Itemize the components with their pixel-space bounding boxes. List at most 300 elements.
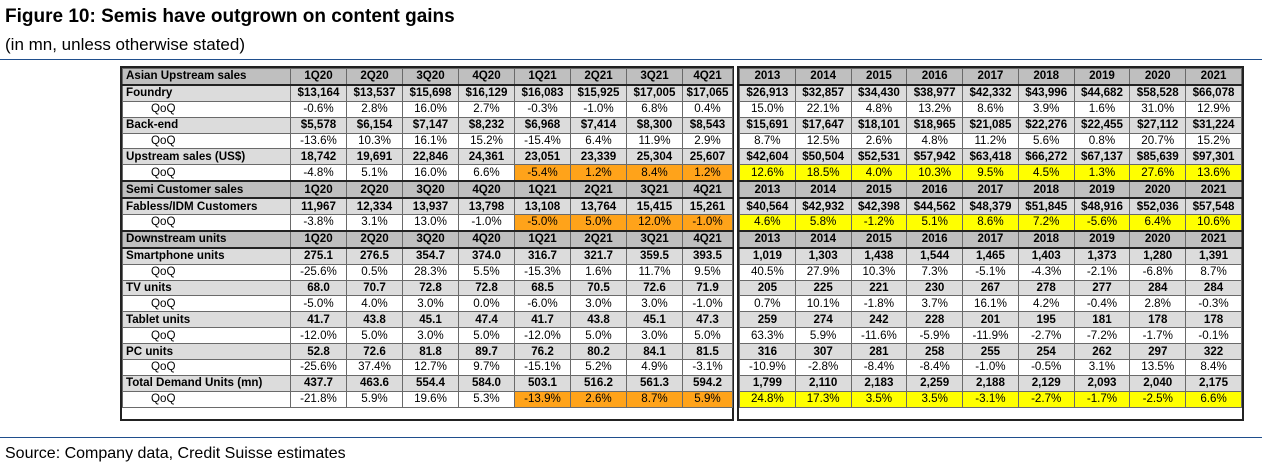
quarter-value: 15,415 [627, 198, 683, 214]
qoq-row [123, 360, 733, 376]
year-header: 2020 [1130, 69, 1186, 85]
year-header: 2016 [907, 69, 963, 85]
year-value: -2.5% [1130, 391, 1186, 407]
quarter-value: 584.0 [459, 375, 515, 391]
quarter-value: 15,261 [683, 198, 733, 214]
pc-units-row [123, 344, 733, 360]
figure-subtitle: (in mn, unless otherwise stated) [5, 35, 245, 54]
quarter-value: 45.1 [627, 312, 683, 328]
quarter-value: 374.0 [459, 248, 515, 264]
quarter-header: 2Q20 [347, 69, 403, 85]
year-value: 277 [1074, 280, 1130, 296]
year-value: $52,036 [1130, 198, 1186, 214]
year-header: 2013 [740, 231, 796, 248]
quarter-value: 8.7% [627, 391, 683, 407]
quarter-header: 3Q21 [627, 181, 683, 198]
year-value: $97,301 [1186, 149, 1242, 165]
quarter-value: 3.1% [347, 215, 403, 231]
year-value: 228 [907, 312, 963, 328]
quarter-header: 4Q21 [683, 181, 733, 198]
quarter-value: 72.6 [347, 344, 403, 360]
year-value: 178 [1186, 312, 1242, 328]
quarter-value: 0.5% [347, 264, 403, 280]
year-value: 274 [795, 312, 851, 328]
year-value: 10.3% [907, 165, 963, 181]
quarter-value: 47.3 [683, 312, 733, 328]
year-value: 5.6% [1018, 133, 1074, 149]
quarter-value: 19.6% [403, 391, 459, 407]
year-value: 24.8% [740, 391, 796, 407]
year-value: 278 [1018, 280, 1074, 296]
year-value: $31,224 [1186, 117, 1242, 133]
quarter-value: 72.8 [403, 280, 459, 296]
quarter-header: 4Q21 [683, 69, 733, 85]
quarter-value: 45.1 [403, 312, 459, 328]
row-label: QoQ [123, 133, 291, 149]
quarter-value: 2.9% [683, 133, 733, 149]
quarter-value: $16,129 [459, 85, 515, 101]
quarter-value: 3.0% [627, 296, 683, 312]
back-end-row [740, 117, 1242, 133]
year-value: 4.2% [1018, 296, 1074, 312]
quarter-value: 276.5 [347, 248, 403, 264]
year-value: 3.9% [1018, 101, 1074, 117]
quarter-value: $15,698 [403, 85, 459, 101]
qoq-row [123, 264, 733, 280]
year-value: 4.8% [851, 101, 907, 117]
year-value: 0.7% [740, 296, 796, 312]
quarter-value: 3.0% [403, 296, 459, 312]
year-value: $32,857 [795, 85, 851, 101]
quarter-header: 4Q20 [459, 181, 515, 198]
row-label: QoQ [123, 328, 291, 344]
year-header: 2013 [740, 181, 796, 198]
year-value: 1,391 [1186, 248, 1242, 264]
year-value: 267 [963, 280, 1019, 296]
year-value: 205 [740, 280, 796, 296]
year-value: -1.7% [1074, 391, 1130, 407]
smartphone-units-row [740, 248, 1242, 264]
quarter-value: -0.6% [291, 101, 347, 117]
quarter-value: 561.3 [627, 375, 683, 391]
quarter-value: 594.2 [683, 375, 733, 391]
quarter-value: 47.4 [459, 312, 515, 328]
tv-units-row [740, 280, 1242, 296]
section-header-row [740, 231, 1242, 248]
year-value: 11.2% [963, 133, 1019, 149]
quarter-header: 1Q21 [515, 181, 571, 198]
year-value: 3.1% [1074, 360, 1130, 376]
quarter-value: 1.2% [683, 165, 733, 181]
year-value: $27,112 [1130, 117, 1186, 133]
quarter-value: 81.5 [683, 344, 733, 360]
quarter-value: 0.0% [459, 296, 515, 312]
year-value: $50,504 [795, 149, 851, 165]
quarter-value: 437.7 [291, 375, 347, 391]
row-label: QoQ [123, 360, 291, 376]
year-value: -2.1% [1074, 264, 1130, 280]
quarter-value: 12,334 [347, 198, 403, 214]
quarter-value: -5.0% [291, 296, 347, 312]
quarter-value: 16.0% [403, 165, 459, 181]
quarter-value: 43.8 [571, 312, 627, 328]
quarter-value: 8.4% [627, 165, 683, 181]
year-value: 10.1% [795, 296, 851, 312]
year-header: 2015 [851, 69, 907, 85]
year-header: 2013 [740, 69, 796, 85]
year-header: 2019 [1074, 181, 1130, 198]
year-header: 2014 [795, 231, 851, 248]
year-value: $42,332 [963, 85, 1019, 101]
year-value: $66,078 [1186, 85, 1242, 101]
year-header: 2017 [963, 69, 1019, 85]
qoq-row [740, 391, 1242, 407]
quarter-value: -5.4% [515, 165, 571, 181]
year-value: $57,942 [907, 149, 963, 165]
year-value: -2.8% [795, 360, 851, 376]
year-value: 1,019 [740, 248, 796, 264]
quarter-header: 3Q21 [627, 69, 683, 85]
year-value: -0.5% [1018, 360, 1074, 376]
year-value: 2.8% [1130, 296, 1186, 312]
year-value: 16.1% [963, 296, 1019, 312]
year-value: 255 [963, 344, 1019, 360]
quarter-value: -15.1% [515, 360, 571, 376]
year-value: -4.3% [1018, 264, 1074, 280]
quarter-value: 22,846 [403, 149, 459, 165]
qoq-row [123, 101, 733, 117]
year-header: 2020 [1130, 181, 1186, 198]
quarter-value: -5.0% [515, 215, 571, 231]
quarter-value: 81.8 [403, 344, 459, 360]
year-value: 2,175 [1186, 375, 1242, 391]
year-value: 5.8% [795, 215, 851, 231]
bottom-rule [0, 437, 1262, 438]
back-end-row [123, 117, 733, 133]
quarter-value: 89.7 [459, 344, 515, 360]
quarter-header: 3Q21 [627, 231, 683, 248]
year-header: 2018 [1018, 181, 1074, 198]
year-value: 17.3% [795, 391, 851, 407]
quarter-value: 2.6% [571, 391, 627, 407]
quarter-value: 316.7 [515, 248, 571, 264]
row-label: TV units [123, 280, 291, 296]
quarter-value: 15.2% [459, 133, 515, 149]
row-label: Smartphone units [123, 248, 291, 264]
year-value: -0.1% [1186, 328, 1242, 344]
year-value: 4.5% [1018, 165, 1074, 181]
quarter-value: 23,339 [571, 149, 627, 165]
quarter-value: 13,108 [515, 198, 571, 214]
qoq-row [123, 328, 733, 344]
year-value: 1,544 [907, 248, 963, 264]
quarter-value: -13.9% [515, 391, 571, 407]
year-value: 2,040 [1130, 375, 1186, 391]
foundry-row [123, 85, 733, 101]
total-demand-units-mn-row [740, 375, 1242, 391]
year-header: 2021 [1186, 181, 1242, 198]
year-header: 2017 [963, 181, 1019, 198]
top-rule [0, 59, 1262, 60]
quarter-value: $15,925 [571, 85, 627, 101]
quarter-value: 41.7 [291, 312, 347, 328]
year-value: -5.1% [963, 264, 1019, 280]
quarter-value: 1.6% [571, 264, 627, 280]
year-value: $18,965 [907, 117, 963, 133]
quarter-value: $13,537 [347, 85, 403, 101]
year-value: -1.2% [851, 215, 907, 231]
quarter-header: 1Q20 [291, 69, 347, 85]
year-value: 281 [851, 344, 907, 360]
quarter-value: 354.7 [403, 248, 459, 264]
year-value: 2,129 [1018, 375, 1074, 391]
year-value: -1.8% [851, 296, 907, 312]
year-value: 31.0% [1130, 101, 1186, 117]
year-header: 2021 [1186, 69, 1242, 85]
quarter-value: 41.7 [515, 312, 571, 328]
source-note: Source: Company data, Credit Suisse estimates [5, 445, 346, 462]
quarter-value: 0.4% [683, 101, 733, 117]
quarter-value: 25,304 [627, 149, 683, 165]
quarter-value: 5.3% [459, 391, 515, 407]
year-value: 7.2% [1018, 215, 1074, 231]
row-label: QoQ [123, 215, 291, 231]
year-value: -5.6% [1074, 215, 1130, 231]
qoq-row [123, 165, 733, 181]
row-label: QoQ [123, 165, 291, 181]
quarter-value: 28.3% [403, 264, 459, 280]
quarter-header: 1Q21 [515, 69, 571, 85]
quarter-header: 3Q20 [403, 181, 459, 198]
row-label: Fabless/IDM Customers [123, 198, 291, 214]
smartphone-units-row [123, 248, 733, 264]
quarter-value: 516.2 [571, 375, 627, 391]
year-value: 7.3% [907, 264, 963, 280]
year-value: $51,845 [1018, 198, 1074, 214]
quarter-value: $6,154 [347, 117, 403, 133]
year-value: 1.3% [1074, 165, 1130, 181]
qoq-row [740, 360, 1242, 376]
year-value: 2.6% [851, 133, 907, 149]
year-value: 12.9% [1186, 101, 1242, 117]
year-value: 3.5% [907, 391, 963, 407]
quarter-value: -4.8% [291, 165, 347, 181]
row-label: QoQ [123, 296, 291, 312]
quarter-value: 1.2% [571, 165, 627, 181]
year-header: 2019 [1074, 69, 1130, 85]
quarter-value: $17,065 [683, 85, 733, 101]
year-header: 2015 [851, 181, 907, 198]
quarter-value: 5.0% [571, 328, 627, 344]
pc-units-row [740, 344, 1242, 360]
quarter-value: -25.6% [291, 360, 347, 376]
year-value: 297 [1130, 344, 1186, 360]
quarter-value: 2.8% [347, 101, 403, 117]
qoq-row [740, 296, 1242, 312]
quarter-header: 3Q20 [403, 231, 459, 248]
year-value: 221 [851, 280, 907, 296]
quarterly-panel [120, 66, 734, 421]
year-value: $42,604 [740, 149, 796, 165]
foundry-row [740, 85, 1242, 101]
quarter-header: 4Q20 [459, 69, 515, 85]
year-value: 242 [851, 312, 907, 328]
quarter-value: 503.1 [515, 375, 571, 391]
quarter-value: 19,691 [347, 149, 403, 165]
quarter-value: 13,798 [459, 198, 515, 214]
quarter-header: 2Q21 [571, 181, 627, 198]
year-header: 2018 [1018, 231, 1074, 248]
quarter-header: 2Q21 [571, 69, 627, 85]
year-value: 225 [795, 280, 851, 296]
quarter-value: 359.5 [627, 248, 683, 264]
quarter-value: 321.7 [571, 248, 627, 264]
year-value: 20.7% [1130, 133, 1186, 149]
tv-units-row [123, 280, 733, 296]
qoq-row [123, 215, 733, 231]
tablet-units-row [123, 312, 733, 328]
year-value: $34,430 [851, 85, 907, 101]
quarter-value: 72.6 [627, 280, 683, 296]
quarter-value: 4.9% [627, 360, 683, 376]
quarter-value: 6.8% [627, 101, 683, 117]
quarter-value: 5.1% [347, 165, 403, 181]
year-value: 5.9% [795, 328, 851, 344]
year-value: 9.5% [963, 165, 1019, 181]
year-value: $21,085 [963, 117, 1019, 133]
quarter-value: 16.1% [403, 133, 459, 149]
quarter-value: 12.7% [403, 360, 459, 376]
year-value: $48,916 [1074, 198, 1130, 214]
row-label: PC units [123, 344, 291, 360]
qoq-row [740, 101, 1242, 117]
quarter-value: 43.8 [347, 312, 403, 328]
quarter-header: 2Q20 [347, 231, 403, 248]
quarter-value: 5.0% [683, 328, 733, 344]
year-value: -3.1% [963, 391, 1019, 407]
year-value: 18.5% [795, 165, 851, 181]
year-value: 4.0% [851, 165, 907, 181]
year-value: 2,183 [851, 375, 907, 391]
qoq-row [740, 215, 1242, 231]
fabless-idm-customers-row [123, 198, 733, 214]
year-value: 4.8% [907, 133, 963, 149]
year-value: -8.4% [907, 360, 963, 376]
year-header: 2020 [1130, 231, 1186, 248]
quarter-header: 1Q20 [291, 181, 347, 198]
year-value: 8.4% [1186, 360, 1242, 376]
year-value: 1,373 [1074, 248, 1130, 264]
quarter-value: 18,742 [291, 149, 347, 165]
year-value: 3.7% [907, 296, 963, 312]
quarter-value: 13,937 [403, 198, 459, 214]
quarter-value: $8,300 [627, 117, 683, 133]
total-demand-units-mn-row [123, 375, 733, 391]
annual-panel [737, 66, 1244, 421]
quarter-value: 76.2 [515, 344, 571, 360]
year-value: $48,379 [963, 198, 1019, 214]
row-label: QoQ [123, 264, 291, 280]
quarter-header: 2Q21 [571, 231, 627, 248]
year-value: -1.0% [963, 360, 1019, 376]
year-value: 12.6% [740, 165, 796, 181]
year-header: 2014 [795, 69, 851, 85]
year-value: -2.7% [1018, 328, 1074, 344]
year-value: 254 [1018, 344, 1074, 360]
year-value: $63,418 [963, 149, 1019, 165]
quarter-value: -3.8% [291, 215, 347, 231]
quarter-value: 4.0% [347, 296, 403, 312]
quarter-value: 2.7% [459, 101, 515, 117]
quarter-value: 84.1 [627, 344, 683, 360]
year-value: 8.7% [740, 133, 796, 149]
year-value: 262 [1074, 344, 1130, 360]
year-value: 8.7% [1186, 264, 1242, 280]
year-value: 13.6% [1186, 165, 1242, 181]
qoq-row [123, 133, 733, 149]
year-value: -11.6% [851, 328, 907, 344]
quarter-value: 37.4% [347, 360, 403, 376]
year-value: 322 [1186, 344, 1242, 360]
quarter-value: $17,005 [627, 85, 683, 101]
year-value: $18,101 [851, 117, 907, 133]
section-title: Downstream units [123, 231, 291, 248]
year-value: 230 [907, 280, 963, 296]
year-value: $67,137 [1074, 149, 1130, 165]
year-value: 2,093 [1074, 375, 1130, 391]
quarter-value: 72.8 [459, 280, 515, 296]
year-value: 22.1% [795, 101, 851, 117]
quarter-value: 5.2% [571, 360, 627, 376]
year-value: 1,403 [1018, 248, 1074, 264]
quarter-value: $16,083 [515, 85, 571, 101]
year-value: 0.8% [1074, 133, 1130, 149]
year-value: -1.7% [1130, 328, 1186, 344]
quarter-value: 11,967 [291, 198, 347, 214]
quarter-value: -0.3% [515, 101, 571, 117]
quarter-value: 13,764 [571, 198, 627, 214]
year-value: $38,977 [907, 85, 963, 101]
row-label: Back-end [123, 117, 291, 133]
quarter-value: 463.6 [347, 375, 403, 391]
year-value: 2,259 [907, 375, 963, 391]
year-value: 195 [1018, 312, 1074, 328]
qoq-row [740, 133, 1242, 149]
year-value: -5.9% [907, 328, 963, 344]
year-value: 307 [795, 344, 851, 360]
quarter-value: -25.6% [291, 264, 347, 280]
year-value: 8.6% [963, 215, 1019, 231]
fabless-idm-customers-row [740, 198, 1242, 214]
quarter-value: 5.0% [347, 328, 403, 344]
section-title: Semi Customer sales [123, 181, 291, 198]
year-value: -0.4% [1074, 296, 1130, 312]
quarter-value: $8,232 [459, 117, 515, 133]
year-header: 2016 [907, 231, 963, 248]
year-value: $17,647 [795, 117, 851, 133]
quarter-value: 24,361 [459, 149, 515, 165]
row-label: QoQ [123, 391, 291, 407]
quarter-value: 23,051 [515, 149, 571, 165]
year-header: 2015 [851, 231, 907, 248]
section-header-row [123, 231, 733, 248]
quarter-header: 2Q20 [347, 181, 403, 198]
section-header-row [740, 69, 1242, 85]
year-value: -0.3% [1186, 296, 1242, 312]
year-value: 2,110 [795, 375, 851, 391]
year-value: 8.6% [963, 101, 1019, 117]
quarter-value: 5.0% [571, 215, 627, 231]
